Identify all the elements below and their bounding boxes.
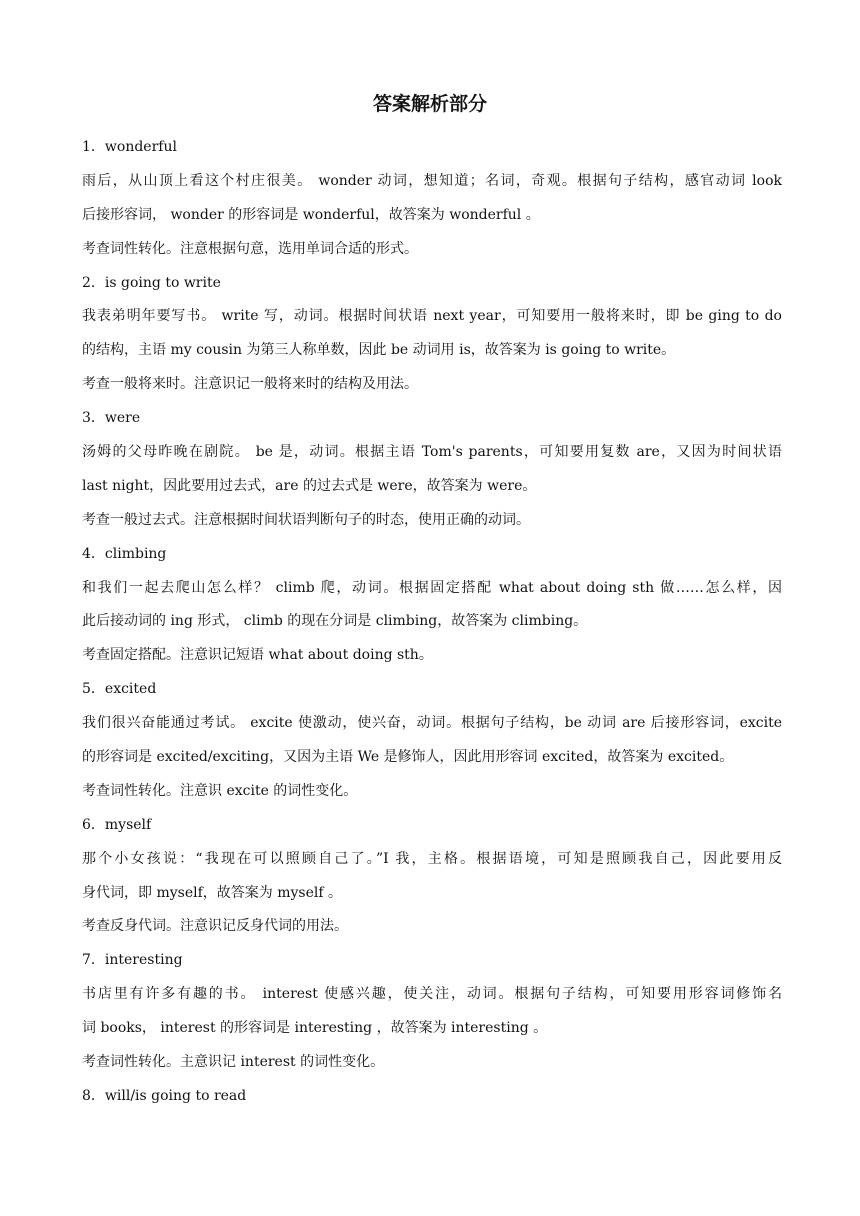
answer-heading: 8．will/is going to read bbox=[82, 1087, 247, 1104]
answer-item bbox=[82, 944, 782, 1080]
explanation-line: 的形容词是 excited/exciting，又因为主语 We 是修饰人，因此用形容词 excited，故答案为 excited。 bbox=[82, 749, 734, 766]
answer-note: 考查词性转化。主意识记 interest 的词性变化。 bbox=[82, 1054, 385, 1071]
explanation-line: 的结构，主语 my cousin 为第三人称单数，因此 be 动词用 is，故答案为 is going to write。 bbox=[82, 342, 676, 359]
answer-item bbox=[82, 538, 782, 674]
answer-note: 考查一般将来时。注意识记一般将来时的结构及用法。 bbox=[82, 376, 418, 393]
explanation-line: 我表弟明年要写书。 write 写，动词。根据时间状语 next year，可知要用一般将来时，即 be ging to do bbox=[82, 308, 782, 325]
answer-item bbox=[82, 673, 782, 809]
answer-note: 考查固定搭配。注意识记短语 what about doing sth。 bbox=[82, 647, 433, 664]
answer-note: 考查词性转化。注意识 excite 的词性变化。 bbox=[82, 782, 358, 799]
answer-heading: 3．were bbox=[82, 410, 141, 427]
answer-heading: 2．is going to write bbox=[82, 274, 221, 291]
explanation-line: 书店里有许多有趣的书。 interest 使感兴趣，使关注，动词。根据句子结构，可知要用形容词修饰名 bbox=[82, 986, 782, 1003]
answer-item bbox=[82, 131, 782, 267]
answer-heading: 4．climbing bbox=[82, 545, 167, 562]
explanation-line: 汤姆的父母昨晚在剧院。 be 是，动词。根据主语 Tom's parents，可知要用复数 are，又因为时间状语 bbox=[82, 444, 782, 461]
page-title: 答案解析部分 bbox=[372, 93, 487, 115]
explanation-line: 我们很兴奋能通过考试。 excite 使激动，使兴奋，动词。根据句子结构，be 动词 are 后接形容词，excite bbox=[82, 715, 782, 732]
answer-heading: 7．interesting bbox=[82, 952, 183, 969]
answer-item bbox=[82, 1080, 782, 1114]
explanation-line: 雨后，从山顶上看这个村庄很美。 wonder 动词，想知道；名词，奇观。根据句子结构，感官动词 look bbox=[82, 172, 782, 189]
answer-note: 考查一般过去式。注意根据时间状语判断句子的时态，使用正确的动词。 bbox=[82, 511, 530, 528]
answer-note: 考查反身代词。注意识记反身代词的用法。 bbox=[82, 918, 348, 935]
answer-item bbox=[82, 402, 782, 538]
answer-item bbox=[82, 809, 782, 945]
answer-heading: 6．myself bbox=[82, 816, 152, 833]
answer-list bbox=[82, 131, 782, 1114]
explanation-line: 后接形容词， wonder 的形容词是 wonderful，故答案为 wonderful 。 bbox=[82, 206, 540, 223]
explanation-line: last night，因此要用过去式，are 的过去式是 were，故答案为 were。 bbox=[82, 477, 537, 494]
answer-note: 考查词性转化。注意根据句意，选用单词合适的形式。 bbox=[82, 240, 418, 257]
explanation-line: 和我们一起去爬山怎么样？ climb 爬，动词。根据固定搭配 what about doing sth 做……怎么样，因 bbox=[82, 579, 782, 596]
explanation-line: 那个小女孩说：“我现在可以照顾自己了。”I 我，主格。根据语境，可知是照顾我自己，因此要用反 bbox=[82, 850, 782, 867]
answer-heading: 5．excited bbox=[82, 681, 157, 698]
answer-item bbox=[82, 267, 782, 403]
explanation-line: 此后接动词的 ing 形式， climb 的现在分词是 climbing，故答案为 climbing。 bbox=[82, 613, 588, 630]
explanation-line: 词 books， interest 的形容词是 interesting ，故答案为 interesting 。 bbox=[82, 1020, 548, 1037]
answer-heading: 1．wonderful bbox=[82, 139, 177, 155]
explanation-line: 身代词，即 myself，故答案为 myself 。 bbox=[82, 884, 342, 901]
